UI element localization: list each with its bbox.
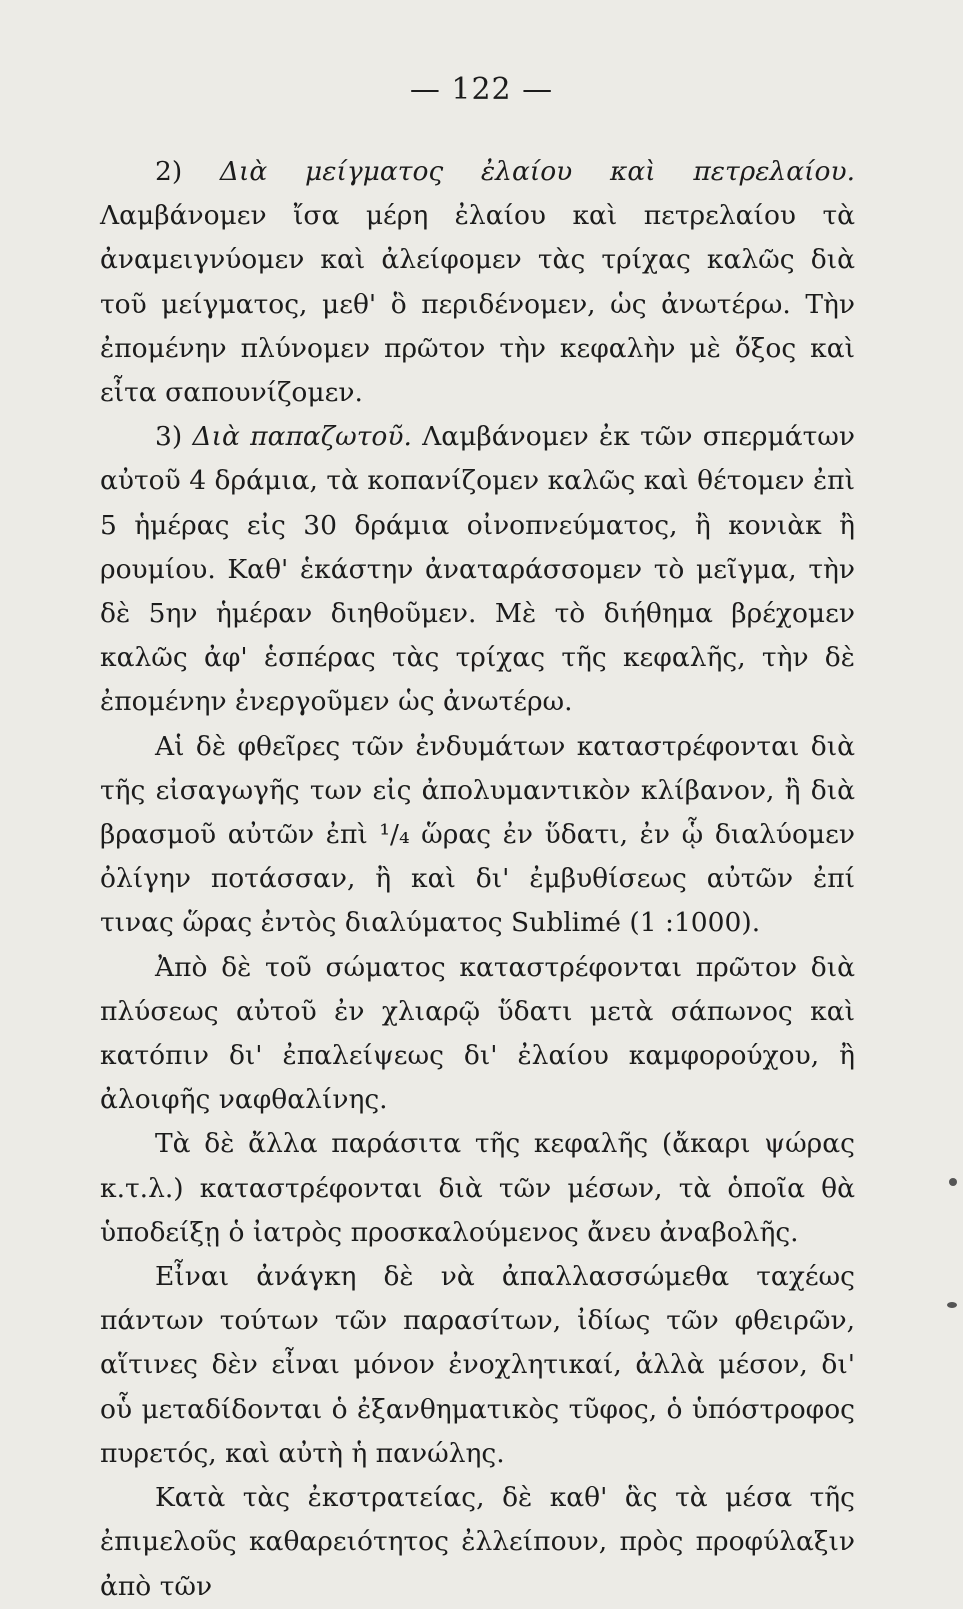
paragraph-body-lice: Ἀπὸ δὲ τοῦ σώματος καταστρέφονται πρῶτον διὰ πλύσεως αὐτοῦ ἐν χλιαρῷ ὕδατι μετὰ σάπωνος καὶ κατόπιν δι' ἐπαλείψεως δι' ἐλαίου καμφορούχου, ἢ ἀλοιφῆς ναφθαλίνης. (100, 951, 855, 1116)
method-title: Διὰ μείγματος ἐλαίου καὶ πετρελαίου. (219, 156, 855, 187)
method-title: Διὰ παπαζωτοῦ. (192, 421, 412, 453)
paragraph-method-2 (100, 150, 855, 415)
paragraph-body: Λαμβάνομεν ἴσα μέρη ἐλαίου καὶ πετρελαίου τὰ ἀναμειγνύομεν καὶ ἀλείφομεν τὰς τρίχας καλῶς διὰ τοῦ μείγματος, μεθ' ὃ περιδένομεν, ὡς ἀνωτέρω. Τὴν ἐπομένην πλύνομεν πρῶτον τὴν κεφαλὴν μὲ ὄξος καὶ εἶτα σαπουνίζομεν. (100, 200, 855, 409)
paragraph-other-parasites: Τὰ δὲ ἄλλα παράσιτα τῆς κεφαλῆς (ἄκαρι ψώρας κ.τ.λ.) καταστρέφονται διὰ τῶν μέσων, τὰ ὁποῖα θὰ ὑποδείξῃ ὁ ἰατρὸς προσκαλούμενος ἄνευ ἀναβολῆς. (100, 1128, 855, 1248)
paragraph-body: Λαμβάνομεν ἐκ τῶν σπερμάτων αὐτοῦ 4 δράμια, τὰ κοπανίζομεν καλῶς καὶ θέτομεν ἐπὶ 5 ἡμέρας εἰς 30 δράμια οἰνοπνεύματος, ἢ κονιὰκ ἢ ρουμίου. Καθ' ἑκάστην ἀναταράσσομεν τὸ μεῖγμα, τὴν δὲ 5ην ἡμέραν διηθοῦμεν. Μὲ τὸ διήθημα βρέχομεν καλῶς ἀφ' ἑσπέρας τὰς τρίχας τῆς κεφαλῆς, τὴν δὲ ἐπομένην ἐνεργοῦμεν ὡς ἀνωτέρω. (100, 421, 856, 718)
paragraph-necessity: Εἶναι ἀνάγκη δὲ νὰ ἀπαλλασσώμεθα ταχέως πάντων τούτων τῶν παρασίτων, ἰδίως τῶν φθειρῶν, αἵτινες δὲν εἶναι μόνον ἐνοχλητικαί, ἀλλὰ μέσον, δι' οὗ μεταδίδονται ὁ ἐξανθηματικὸς τῦφος, ὁ ὑπόστροφος πυρετός, καὶ αὐτὴ ἡ πανώλης. (100, 1261, 855, 1469)
paragraph-campaigns: Κατὰ τὰς ἐκστρατείας, δὲ καθ' ἃς τὰ μέσα τῆς ἐπιμελοῦς καθαρειότητος ἐλλείπουν, πρὸς προφύλαξιν ἀπὸ τῶν (100, 1482, 855, 1602)
scan-speck (949, 1178, 957, 1186)
paragraph-clothing-lice: Αἱ δὲ φθεῖρες τῶν ἐνδυμάτων καταστρέφονται διὰ τῆς εἰσαγωγῆς των εἰς ἀπολυμαντικὸν κλίβανον, ἢ διὰ βρασμοῦ αὐτῶν ἐπὶ ¹/₄ ὥρας ἐν ὕδατι, ἐν ᾧ διαλύομεν ὀλίγην ποτάσσαν, ἢ καὶ δι' ἐμβυθίσεως αὐτῶν ἐπί τινας ὥρας ἐντὸς διαλύματος Sublimé (1 :1000). (100, 730, 855, 939)
method-number: 3) (155, 421, 193, 453)
page-text (100, 150, 855, 1609)
page-number: — 122 — (409, 72, 554, 107)
paragraph-method-3 (100, 415, 855, 724)
method-number: 2) (155, 156, 220, 187)
scan-speck (947, 1302, 957, 1308)
